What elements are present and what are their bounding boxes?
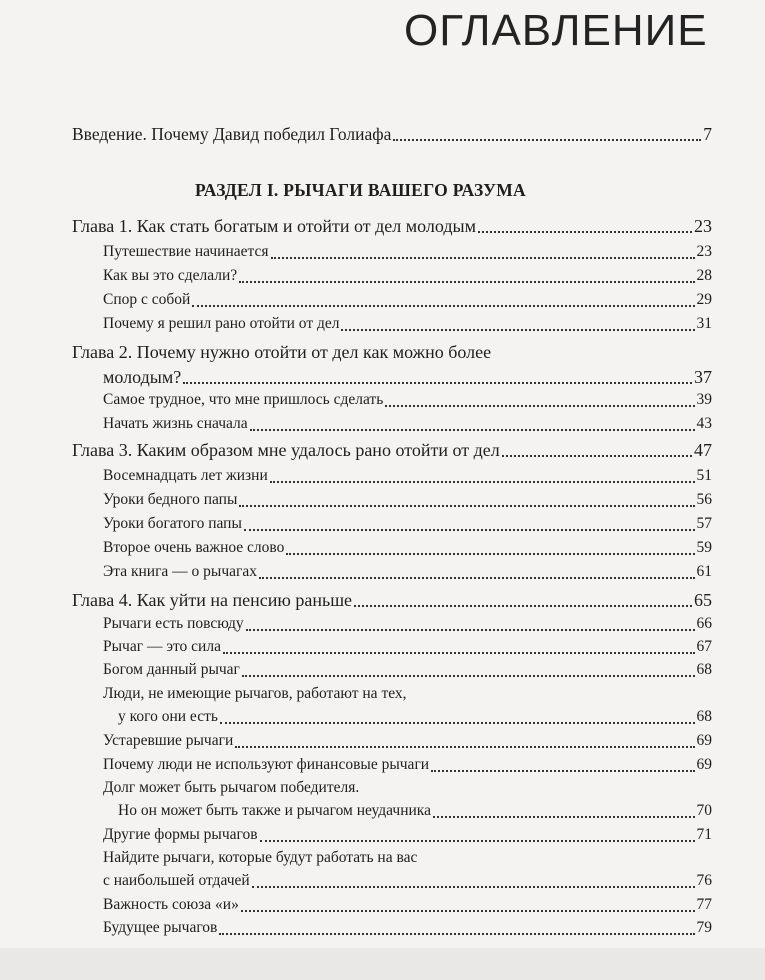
toc-entry[interactable] [103,242,712,262]
leader-dots [219,933,694,935]
toc-page-number: 70 [696,802,712,819]
toc-entry-title: Уроки бедного папы [103,491,238,508]
leader-dots [341,329,694,331]
toc-entry[interactable] [103,290,712,310]
toc-entry-title: Почему я решил рано отойти от дел [103,315,340,332]
leader-dots [250,429,695,431]
toc-entry[interactable] [103,660,712,680]
leader-dots [183,382,692,384]
toc-entry[interactable] [103,825,712,845]
toc-chapter-1[interactable] [72,214,712,238]
toc-entry[interactable] [103,490,712,510]
toc-page-number: 31 [696,315,712,332]
toc-entry[interactable] [103,895,712,915]
toc-entry[interactable] [103,266,712,286]
toc-entry-title: с наибольшей отдачей [103,872,250,889]
leader-dots [385,405,694,407]
leader-dots [433,816,695,818]
leader-dots [478,231,692,233]
toc-page-number: 56 [696,491,712,508]
toc-entry-line1[interactable]: Люди, не имеющие рычагов, работают на тех, [103,685,407,702]
leader-dots [393,139,701,141]
toc-chapter-2-line1[interactable]: Глава 2. Почему нужно отойти от дел как можно более [72,342,492,362]
toc-page-number: 69 [696,756,712,773]
toc-entry-title: Самое трудное, что мне пришлось сделать [103,391,384,408]
toc-entry[interactable] [103,614,712,634]
toc-entry-title: Путешествие начинается [103,243,269,260]
toc-page-number: 7 [703,124,712,144]
toc-entry-title: Уроки богатого папы [103,515,242,532]
toc-page-number: 37 [694,367,712,387]
leader-dots [244,529,695,531]
leader-dots [223,652,695,654]
toc-entry[interactable] [103,538,712,558]
toc-page-number: 51 [696,467,712,484]
toc-entry[interactable] [103,637,712,657]
leader-dots [239,505,694,507]
toc-entry-intro[interactable] [72,124,712,144]
toc-entry-title: Восемнадцать лет жизни [103,467,268,484]
toc-entry-title: Глава 3. Каким образом мне удалось рано отойти от дел [72,440,500,460]
toc-entry-title: Устаревшие рычаги [103,732,234,749]
toc-page-number: 57 [696,515,712,532]
toc-entry[interactable] [103,755,712,775]
toc-entry-title: Второе очень важное слово [103,539,285,556]
toc-entry[interactable] [103,918,712,938]
toc-page-number: 77 [696,896,712,913]
toc-page-number: 23 [694,216,712,236]
toc-entry[interactable] [103,466,712,486]
toc-entry-title: Введение. Почему Давид победил Голиафа [72,124,392,144]
toc-entry[interactable] [103,514,712,534]
toc-entry[interactable] [118,707,712,727]
toc-entry[interactable] [103,390,712,410]
toc-entry-title: Важность союза «и» [103,896,239,913]
toc-entry[interactable] [103,414,712,434]
toc-page-number: 68 [696,661,712,678]
toc-entry-title: Почему люди не используют финансовые рычаги [103,756,430,773]
toc-page-number: 76 [696,872,712,889]
toc-chapter-3[interactable] [72,438,712,462]
toc-page-number: 68 [696,708,712,725]
toc-entry-title: Богом данный рычаг [103,661,240,678]
leader-dots [252,886,695,888]
toc-entry-title: Другие формы рычагов [103,826,258,843]
toc-entry-title: Глава 4. Как уйти на пенсию раньше [72,590,353,610]
leader-dots [239,281,694,283]
leader-dots [220,722,695,724]
toc-chapter-4[interactable] [72,588,712,612]
toc-entry[interactable] [103,562,712,582]
toc-page-number: 29 [696,291,712,308]
leader-dots [271,257,695,259]
toc-entry-title: Спор с собой [103,291,191,308]
toc-page-number: 79 [696,919,712,936]
section-heading: РАЗДЕЛ I. РЫЧАГИ ВАШЕГО РАЗУМА [195,180,526,200]
toc-page-number: 39 [696,391,712,408]
toc-entry-title: Начать жизнь сначала [103,415,248,432]
toc-entry[interactable] [103,314,712,334]
toc-entry-title: у кого они есть [118,708,218,725]
leader-dots [502,455,692,457]
toc-page-number: 47 [694,440,712,460]
toc-page-number: 23 [696,243,712,260]
toc-entry-line1[interactable]: Найдите рычаги, которые будут работать на вас [103,849,418,866]
toc-page-number: 69 [696,732,712,749]
toc-page-number: 61 [696,563,712,580]
leader-dots [354,605,692,607]
toc-entry-title: молодым? [103,367,182,387]
toc-entry[interactable] [118,801,712,821]
toc-entry-line1[interactable]: Долг может быть рычагом победителя. [103,779,360,796]
leader-dots [192,305,694,307]
leader-dots [286,553,694,555]
toc-page-number: 71 [696,826,712,843]
toc-page-number: 43 [696,415,712,432]
leader-dots [431,770,694,772]
toc-entry-title: Глава 1. Как стать богатым и отойти от дел молодым [72,216,477,236]
leader-dots [260,840,695,842]
leader-dots [241,910,695,912]
toc-entry-title: Рычаги есть повсюду [103,615,244,632]
toc-entry-title: Как вы это сделали? [103,267,238,284]
leader-dots [235,746,694,748]
toc-page-number: 65 [694,590,712,610]
leader-dots [246,629,695,631]
toc-entry-title: Эта книга — о рычагах [103,563,258,580]
toc-page-number: 66 [696,615,712,632]
leader-dots [270,481,695,483]
toc-entry[interactable] [103,871,712,891]
toc-entry-title: Рычаг — это сила [103,638,221,655]
page-bottom-edge [0,948,765,980]
leader-dots [259,577,694,579]
page-title: ОГЛАВЛЕНИЕ [404,6,708,55]
toc-entry-title: Но он может быть также и рычагом неудачника [118,802,431,819]
toc-page-number: 28 [696,267,712,284]
toc-entry[interactable] [103,731,712,751]
leader-dots [242,675,695,677]
toc-page-number: 67 [696,638,712,655]
toc-entry-title: Будущее рычагов [103,919,218,936]
toc-page-number: 59 [696,539,712,556]
toc-chapter-2[interactable] [103,365,712,389]
